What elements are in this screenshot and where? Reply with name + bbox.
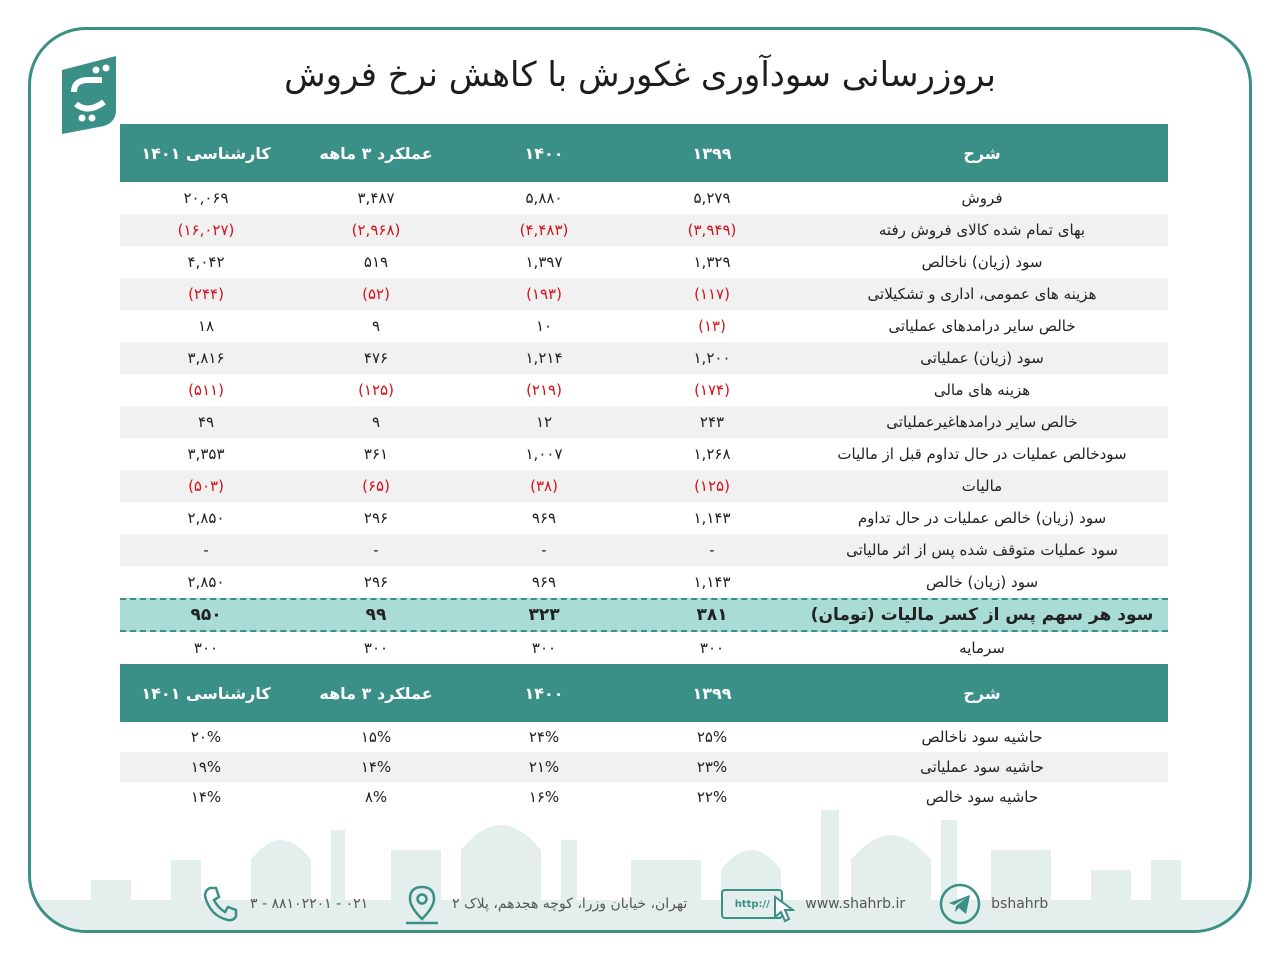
cell: ۲۴% xyxy=(528,728,560,746)
capital-label: سرمایه xyxy=(959,639,1005,657)
cell: ۸% xyxy=(364,788,388,806)
cell: ۲۰% xyxy=(190,728,222,746)
row-label: سود عملیات متوقف شده پس از اثر مالیاتی xyxy=(846,541,1118,559)
cell: ۲۹۶ xyxy=(363,509,389,527)
cell: (۱۲۵) xyxy=(694,477,730,495)
row-label: هزینه های عمومی، اداری و تشکیلاتی xyxy=(867,285,1097,303)
cell: ۱۵% xyxy=(360,728,392,746)
cell: ۹۶۹ xyxy=(531,509,557,527)
cell: - xyxy=(373,541,379,559)
phone-icon xyxy=(200,884,240,924)
header-description: شرح xyxy=(963,143,1001,163)
table-row xyxy=(120,470,1168,502)
table-row xyxy=(120,752,1168,782)
row-label: سود (زیان) خالص xyxy=(925,573,1039,591)
header-1400: ۱۴۰۰ xyxy=(524,683,564,703)
cell: (۱۹۳) xyxy=(526,285,562,303)
header-description: شرح xyxy=(963,683,1001,703)
cell: (۱۱۷) xyxy=(694,285,730,303)
cell: ۱۰ xyxy=(535,317,553,335)
cell: ۵,۸۸۰ xyxy=(525,189,563,207)
cell: (۶۵) xyxy=(362,477,390,495)
cell: - xyxy=(709,541,715,559)
cell: ۹۶۹ xyxy=(531,573,557,591)
cell: ۲۱% xyxy=(528,758,560,776)
cell: ۹۹ xyxy=(365,605,387,625)
cell: ۳۸۱ xyxy=(696,605,728,625)
row-label: سود (زیان) خالص عملیات در حال تداوم xyxy=(857,509,1107,527)
cell: (۱۶,۰۲۷) xyxy=(177,221,235,239)
cell: ۵,۲۷۹ xyxy=(693,189,731,207)
cell: ۴۹ xyxy=(197,413,215,431)
row-label: بهای تمام شده کالای فروش رفته xyxy=(878,221,1086,239)
cell: ۹ xyxy=(371,317,381,335)
cell: ۲۰,۰۶۹ xyxy=(183,189,229,207)
income-statement-table xyxy=(120,124,1168,664)
row-label: خالص سایر درامدهای عملیاتی xyxy=(888,317,1076,335)
row-label: سود (زیان) ناخالص xyxy=(921,253,1043,271)
row-label: هزینه های مالی xyxy=(933,381,1031,399)
cell: ۱,۲۶۸ xyxy=(693,445,731,463)
cell: ۳۰۰ xyxy=(531,639,557,657)
web-browser-icon xyxy=(721,889,783,919)
table-row xyxy=(120,502,1168,534)
cell: ۱۲ xyxy=(535,413,553,431)
cell: ۳,۳۵۳ xyxy=(187,445,225,463)
cell: ۵۱۹ xyxy=(363,253,389,271)
cell: (۳۸) xyxy=(530,477,558,495)
header-3-month: عملکرد ۳ ماهه xyxy=(319,143,433,163)
header-1399: ۱۳۹۹ xyxy=(692,683,732,703)
cell: (۲,۹۶۸) xyxy=(351,221,401,239)
row-label: مالیات xyxy=(961,477,1003,495)
cell: ۳۰۰ xyxy=(363,639,389,657)
row-label: حاشیه سود عملیاتی xyxy=(920,758,1044,776)
table-row xyxy=(120,310,1168,342)
table-row xyxy=(120,278,1168,310)
cursor-icon xyxy=(773,895,795,923)
cell: ۱۸ xyxy=(197,317,215,335)
row-label: حاشیه سود ناخالص xyxy=(921,728,1043,746)
cell: ۲۹۶ xyxy=(363,573,389,591)
table-row xyxy=(120,438,1168,470)
table-row xyxy=(120,342,1168,374)
cell: ۹ xyxy=(371,413,381,431)
cell: ۴,۰۴۲ xyxy=(187,253,225,271)
cell: (۱۲۵) xyxy=(358,381,394,399)
cell: ۳,۴۸۷ xyxy=(357,189,395,207)
cell: ۲۴۳ xyxy=(699,413,725,431)
margins-table xyxy=(120,664,1168,812)
cell: ۲۵% xyxy=(696,728,728,746)
header-1399: ۱۳۹۹ xyxy=(692,143,732,163)
row-label: سود (زیان) عملیاتی xyxy=(920,349,1044,367)
table-row xyxy=(120,374,1168,406)
cell: (۵۱۱) xyxy=(188,381,224,399)
cell: - xyxy=(541,541,547,559)
cell: (۵۰۳) xyxy=(188,477,224,495)
cell: ۱,۳۲۹ xyxy=(693,253,731,271)
telegram-icon xyxy=(939,883,981,925)
table-row xyxy=(120,214,1168,246)
eps-label: سود هر سهم پس از کسر مالیات (تومان) xyxy=(810,605,1154,625)
eps-row xyxy=(120,598,1168,632)
cell: ۳۲۳ xyxy=(528,605,560,625)
table-row xyxy=(120,722,1168,752)
location-pin-icon xyxy=(402,883,442,925)
cell: ۱,۱۴۳ xyxy=(693,573,731,591)
cell: ۳۰۰ xyxy=(699,639,725,657)
cell: (۲۴۴) xyxy=(188,285,224,303)
cell: ۴۷۶ xyxy=(363,349,389,367)
table-header xyxy=(120,664,1168,722)
cell: ۱,۲۰۰ xyxy=(693,349,731,367)
cell: (۱۳) xyxy=(698,317,726,335)
row-label: سودخالص عملیات در حال تداوم قبل از مالیات xyxy=(837,445,1127,463)
cell: ۳,۸۱۶ xyxy=(187,349,225,367)
row-label: فروش xyxy=(961,189,1003,207)
cell: ۱,۲۱۴ xyxy=(525,349,563,367)
cell: ۲,۸۵۰ xyxy=(187,509,225,527)
cell: (۴,۴۸۳) xyxy=(519,221,569,239)
url-icon-label: http:// xyxy=(734,898,770,910)
table-header xyxy=(120,124,1168,182)
header-forecast-1401: کارشناسی ۱۴۰۱ xyxy=(141,143,271,163)
cell: (۲۱۹) xyxy=(526,381,562,399)
telegram-handle[interactable]: bshahrb xyxy=(991,896,1049,912)
cell: - xyxy=(203,541,209,559)
phone-number: ۰۲۱ - ۸۸۱۰۲۲۰۱ - ۳ xyxy=(250,896,369,912)
cell: (۳,۹۴۹) xyxy=(687,221,737,239)
row-label: خالص سایر درامدهاغیرعملیاتی xyxy=(886,413,1078,431)
cell: ۱,۱۴۳ xyxy=(693,509,731,527)
cell: ۳۶۱ xyxy=(363,445,389,463)
header-1400: ۱۴۰۰ xyxy=(524,143,564,163)
header-3-month: عملکرد ۳ ماهه xyxy=(319,683,433,703)
cell: ۱۹% xyxy=(190,758,222,776)
row-label: حاشیه سود خالص xyxy=(925,788,1039,806)
cell: ۲۲% xyxy=(696,788,728,806)
header-forecast-1401: کارشناسی ۱۴۰۱ xyxy=(141,683,271,703)
table-row xyxy=(120,782,1168,812)
cell: (۵۲) xyxy=(362,285,390,303)
cell: ۱,۳۹۷ xyxy=(525,253,563,271)
table-row xyxy=(120,246,1168,278)
cell: ۳۰۰ xyxy=(193,639,219,657)
cell: ۱۶% xyxy=(528,788,560,806)
table-row xyxy=(120,566,1168,598)
cell: ۱,۰۰۷ xyxy=(525,445,563,463)
website-link[interactable]: www.shahrb.ir xyxy=(805,896,906,912)
footer xyxy=(200,876,1080,932)
page-title: بروزرسانی سودآوری غکورش با کاهش نرخ فروش xyxy=(284,55,996,95)
cell: (۱۷۴) xyxy=(694,381,730,399)
cell: ۱۴% xyxy=(190,788,222,806)
cell: ۲,۸۵۰ xyxy=(187,573,225,591)
brand-logo xyxy=(58,52,120,136)
address-text: تهران، خیابان وزرا، کوچه هجدهم، پلاک ۲ xyxy=(452,896,688,912)
cell: ۱۴% xyxy=(360,758,392,776)
table-row xyxy=(120,406,1168,438)
table-row xyxy=(120,534,1168,566)
cell: ۹۵۰ xyxy=(190,605,222,625)
table-row xyxy=(120,182,1168,214)
cell: ۲۳% xyxy=(696,758,728,776)
capital-row xyxy=(120,632,1168,664)
